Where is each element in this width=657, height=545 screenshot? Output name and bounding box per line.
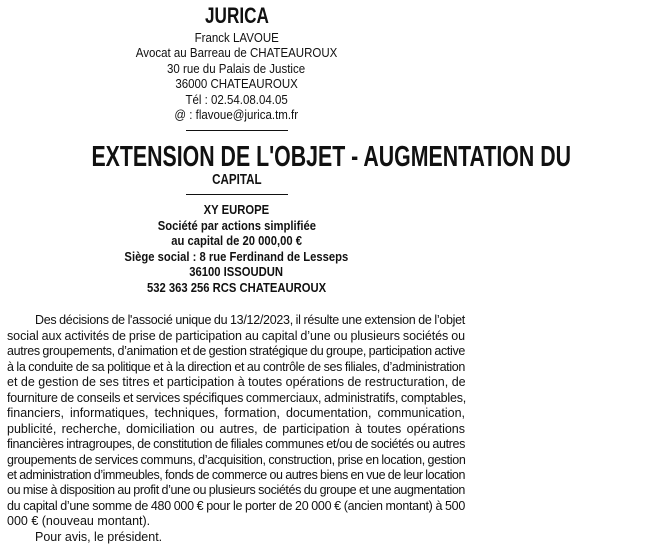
divider-top [186, 130, 288, 131]
company-registration: 532 363 256 RCS CHATEAUROUX [146, 280, 327, 295]
lawyer-contact-block [5, 31, 468, 123]
company-block [5, 203, 468, 296]
body-line: financières intragroupes, de constitution de filiales communes et/ou de sociétés ou autres [7, 437, 465, 452]
body-line: et administration d’immeubles, fonds de commerce ou autres biens en vue de leur location [7, 467, 465, 482]
body-line: social aux activités de prise de participation au capital d’une ou plusieurs sociétés ou [7, 328, 465, 343]
body-line: du capital d’une somme de 480 000 € pour le porter de 20 000 € (ancien montant) à 500 [7, 498, 465, 513]
body-line: ou mise à disposition au profit d’une ou plusieurs sociétés du groupe et une augmentation [7, 483, 465, 498]
body-line: publicité, recherche, domiciliation ou autres, de participation à toutes opérations [7, 421, 465, 436]
lawyer-name: Franck LAVOUE [194, 31, 279, 45]
body-line: groupements de services communs, d’acquisition, construction, prise en location, gestion [7, 452, 466, 467]
legal-notice [0, 3, 571, 544]
lawyer-street: 30 rue du Palais de Justice [167, 61, 306, 76]
body-line: fourniture de conseils et services spécifiques commerciaux, administratifs, comptables, [7, 390, 467, 405]
company-address: Siège social : 8 rue Ferdinand de Lesseps [124, 249, 349, 264]
company-capital: au capital de 20 000,00 € [171, 234, 302, 249]
company-form: Société par actions simplifiée [157, 218, 316, 233]
lawyer-title: Avocat au Barreau de CHATEAUROUX [135, 46, 338, 61]
notice-title: EXTENSION DE L'OBJET - AUGMENTATION DU [91, 141, 571, 174]
body-line: 000 € (nouveau montant). [7, 514, 151, 529]
body-line: à la conduite de sa politique et à la direction et au contrôle de ses filiales, d’administration [7, 359, 465, 374]
notice-title-continued: CAPITAL [211, 172, 262, 189]
lawyer-city: 36000 CHATEAUROUX [175, 77, 298, 92]
body-line: autres groupements, d’animation et de gestion stratégique du groupe, participation active [7, 344, 466, 359]
notice-body [5, 313, 468, 529]
signature: Pour avis, le président. [35, 529, 163, 544]
body-line: financiers, informatiques, techniques, formation, documentation, communication, [7, 406, 465, 421]
body-line: Des décisions de l'associé unique du 13/12/2023, il résulte une extension de l’objet [35, 313, 465, 328]
firm-name: JURICA [204, 3, 269, 28]
divider-bottom [186, 194, 288, 195]
company-city: 36100 ISSOUDUN [189, 265, 284, 280]
lawyer-email: @ : flavoue@jurica.tm.fr [174, 108, 299, 123]
lawyer-phone: Tél : 02.54.08.04.05 [185, 92, 288, 107]
company-name: XY EUROPE [203, 203, 270, 218]
body-line: et de gestion de ses titres et participation à toutes opérations de restructuration, de [7, 375, 466, 390]
